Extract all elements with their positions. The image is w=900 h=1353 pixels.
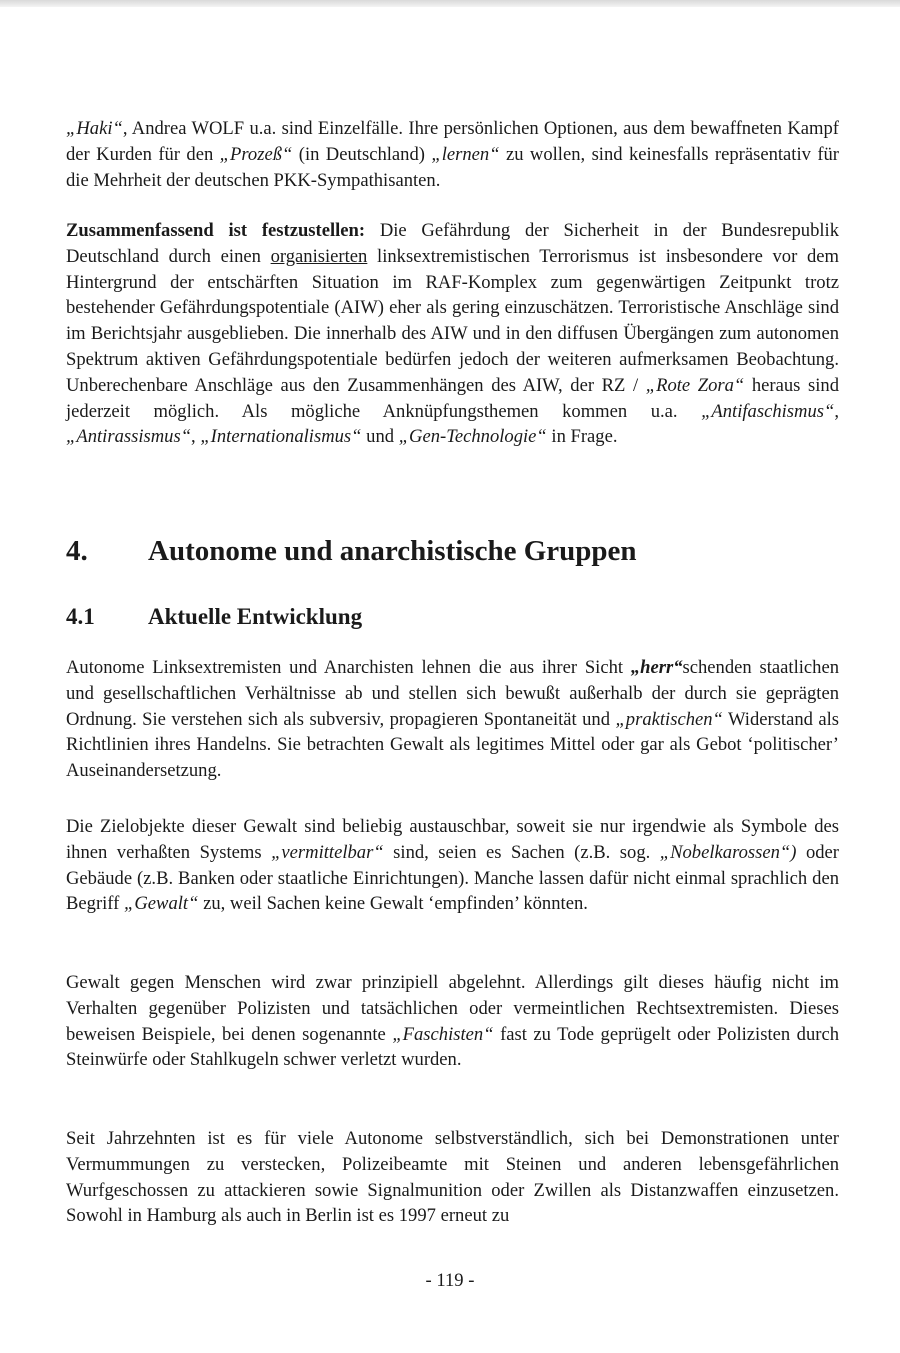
chapter-number: 4. (66, 535, 88, 567)
section-heading (66, 600, 362, 634)
paragraph-continuation: „Haki“, Andrea WOLF u.a. sind Einzelfälle. Ihre persönlichen Optionen, aus dem bewaffneten Kampf der Kurden für den „Prozeß“ (in Deutschland) „lernen“ zu wollen, sind keinesfalls repräsentativ für die Mehrheit der deutschen PKK-Sympathisanten. (66, 118, 840, 191)
paragraph-gewalt-menschen: Gewalt gegen Menschen wird zwar prinzipiell abgelehnt. Allerdings gilt dieses häufig nicht im Verhalten gegenüber Polizisten und tatsächlichen oder vermeintlichen Rechtsextremisten. Dieses beweisen Beispiele, bei denen sogenannte „Faschisten“ fast zu Tode geprügelt oder Polizisten durch Steinwürfe oder Stahlkugeln schwer verletzt wurden. (66, 972, 839, 1071)
chapter-title: Autonome und anarchistische Gruppen (148, 535, 637, 567)
paragraph-autonome: Autonome Linksextremisten und Anarchisten lehnen die aus ihrer Sicht „herr“schenden staatlichen und gesellschaftlichen Verhältnisse ab und stellen sich bewußt außerhalb der durch sie geprägten Ordnung. Sie verstehen sich als subversiv, propagieren Spontaneität und „praktischen“ Widerstand als Richtlinien ihres Handelns. Sie betrachten Gewalt als legitimes Mittel oder gar als Gebot ‘politischer’ Auseinandersetzung. (66, 657, 840, 782)
chapter-heading (66, 531, 637, 571)
section-title: Aktuelle Entwicklung (148, 604, 363, 629)
page-number: - 119 - (425, 1270, 475, 1291)
paragraph-summary: Zusammenfassend ist festzustellen: Die Gefährdung der Sicherheit in der Bundesrepublik Deutschland durch einen organisierten linksextremistischen Terrorismus ist insbesondere vor dem Hintergrund der entschärften Situation im RAF-Komplex zum gegenwärtigen Zeitpunkt trotz bestehender Gefährdungspotentiale (AIW) eher als gering einzuschätzen. Terroristische Anschläge sind im Berichtsjahr ausgeblieben. Die innerhalb des AIW und in den diffusen Übergängen zum autonomen Spektrum aktiven Gefährdungspotentiale bedürfen jedoch der weiteren aufmerksamen Beobachtung. Unberechenbare Anschläge aus den Zusammenhängen des AIW, der RZ / „Rote Zora“ heraus sind jederzeit möglich. Als mögliche Anknüpfungsthemen kommen u.a. „Antifaschismus“, „Antirassismus“, „Internationalismus“ und „Gen-Technologie“ in Frage. (66, 220, 840, 448)
summary-lead: Zusammenfassend ist festzustellen: (66, 220, 366, 241)
section-number: 4.1 (66, 604, 95, 629)
paragraph-zielobjekte: Die Zielobjekte dieser Gewalt sind beliebig austauschbar, soweit sie nur irgendwie als Symbole des ihnen verhaßten Systems „vermittelbar“ sind, seien es Sachen (z.B. sog. „Nobelkarossen“) oder Gebäude (z.B. Banken oder staatliche Einrichtungen). Manche lassen dafür nicht einmal sprachlich den Begriff „Gewalt“ zu, weil Sachen keine Gewalt ‘empfinden’ könnten. (66, 816, 839, 915)
scan-top-edge (0, 0, 900, 7)
paragraph-jahrzehnte: Seit Jahrzehnten ist es für viele Autonome selbstverständlich, sich bei Demonstrationen unter Vermummungen zu verstecken, Polizeibeamte mit Steinen und anderen lebensgefährlichen Wurfgeschossen zu attackieren sowie Signalmunition oder Zwillen als Distanzwaffen einzusetzen. Sowohl in Hamburg als auch in Berlin ist es 1997 erneut zu (66, 1128, 839, 1227)
